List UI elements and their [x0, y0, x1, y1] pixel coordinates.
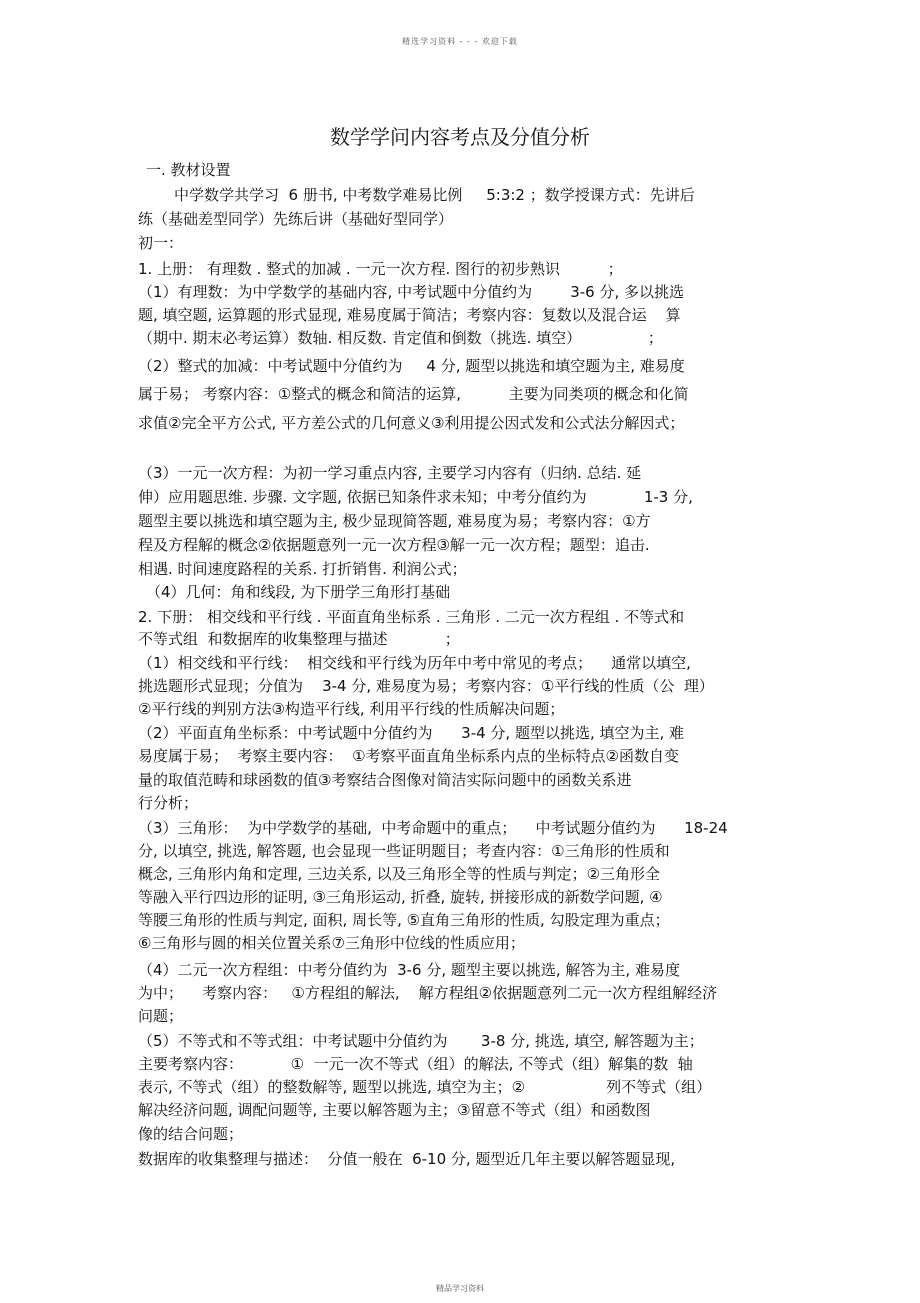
- text-line: 解决经济问题, 调配问题等, 主要以解答题为主；③留意不等式（组）和函数图: [138, 1101, 651, 1119]
- text-line: （期中. 期末必考运算）数轴. 相反数. 肯定值和倒数（挑选. 填空） ；: [138, 329, 663, 347]
- text-line: 量的取值范畴和球函数的值③考察结合图像对简洁实际问题中的函数关系进: [138, 771, 632, 789]
- text-line: 初一：: [138, 234, 184, 252]
- text-line: 中学数学共学习 6 册书, 中考数学难易比例 5:3:2 ；数学授课方式：先讲后: [174, 186, 695, 204]
- text-line: 行分析；: [138, 794, 199, 812]
- text-line: （3）一元一次方程：为初一学习重点内容, 主要学习内容有（归纳. 总结. 延: [138, 464, 642, 482]
- text-line: （1）有理数：为中学数学的基础内容, 中考试题中分值约为 3-6 分, 多以挑选: [138, 283, 685, 301]
- text-line: 题, 填空题, 运算题的形式显现, 难易度属于简洁；考察内容：复数以及混合运 算: [138, 306, 681, 324]
- text-line: 等腰三角形的性质与判定, 面积, 周长等, ⑤直角三角形的性质, 勾股定理为重点；: [138, 911, 670, 929]
- text-line: 题型主要以挑选和填空题为主, 极少显现简答题, 难易度为易；考察内容：①方: [138, 512, 651, 530]
- text-line: 相遇. 时间速度路程的关系. 打折销售. 利润公式；: [138, 560, 467, 578]
- text-line: ②平行线的判别方法③构造平行线, 利用平行线的性质解决问题；: [138, 700, 565, 718]
- text-line: 等融入平行四边形的证明, ③三角形运动, 折叠, 旋转, 拼接形成的新数学问题, ④: [138, 888, 663, 906]
- text-line: 1. 上册： 有理数 . 整式的加减 . 一元一次方程. 图行的初步熟识 ；: [138, 260, 623, 278]
- text-line: 2. 下册： 相交线和平行线 . 平面直角坐标系 . 三角形 . 二元一次方程组 . 不等式和: [138, 608, 685, 626]
- text-line: 问题；: [138, 1007, 184, 1025]
- text-line: （3）三角形： 为中学数学的基础, 中考命题中的重点； 中考试题分值约为 18-24: [138, 819, 728, 837]
- text-line: 练（基础差型同学）先练后讲（基础好型同学）: [138, 210, 454, 228]
- text-line: 概念, 三角形内角和定理, 三边关系, 以及三角形全等的性质与判定；②三角形全: [138, 865, 661, 883]
- text-line: 程及方程解的概念②依据题意列一元一次方程③解一元一次方程；题型：追击.: [138, 536, 650, 554]
- text-line: 数据库的收集整理与描述： 分值一般在 6-10 分, 题型近几年主要以解答题显现,: [138, 1150, 676, 1168]
- text-line: 伸）应用题思维. 步骤. 文字题, 依据已知条件求未知；中考分值约为 1-3 分,: [138, 488, 693, 506]
- text-line: 属于易； 考察内容：①整式的概念和简洁的运算, 主要为同类项的概念和化简: [138, 385, 689, 403]
- text-line: （2）整式的加减：中考试题中分值约为 4 分, 题型以挑选和填空题为主, 难易度: [138, 357, 685, 375]
- text-line: （4）几何：角和线段, 为下册学三角形打基础: [146, 583, 451, 601]
- text-line: （2）平面直角坐标系：中考试题中分值约为 3-4 分, 题型以挑选, 填空为主, 难: [138, 724, 685, 742]
- text-line: （1）相交线和平行线： 相交线和平行线为历年中考中常见的考点； 通常以填空,: [138, 654, 691, 672]
- text-line: 求值②完全平方公式, 平方差公式的几何意义③利用提公因式发和公式法分解因式；: [138, 414, 685, 432]
- text-line: 为中； 考察内容： ①方程组的解法, 解方程组②依据题意列二元一次方程组解经济: [138, 984, 718, 1002]
- text-line: 易度属于易； 考察主要内容： ①考察平面直角坐标系内点的坐标特点②函数自变: [138, 747, 679, 765]
- text-line: 一. 教材设置: [146, 161, 231, 179]
- text-line: 分, 以填空, 挑选, 解答题, 也会显现一些证明题目；考查内容：①三角形的性质和: [138, 842, 670, 860]
- text-line: 像的结合问题；: [138, 1125, 244, 1143]
- text-line: 挑选题形式显现；分值为 3-4 分, 难易度为易；考察内容：①平行线的性质（公 理）: [138, 677, 714, 695]
- page-title: 数学学问内容考点及分值分析: [330, 125, 590, 149]
- text-line: ⑥三角形与圆的相关位置关系⑦三角形中位线的性质应用；: [138, 934, 525, 952]
- text-line: （5）不等式和不等式组：中考试题中分值约为 3-8 分, 挑选, 填空, 解答题为主；: [138, 1032, 704, 1050]
- page-footer: 精品学习资料: [436, 1284, 484, 1293]
- text-line: 主要考察内容： ① 一元一次不等式（组）的解法, 不等式（组）解集的数 轴: [138, 1055, 693, 1073]
- text-line: 表示, 不等式（组）的整数解等, 题型以挑选, 填空为主；② 列不等式（组）: [138, 1078, 712, 1096]
- text-line: （4）二元一次方程组：中考分值约为 3-6 分, 题型主要以挑选, 解答为主, 难易度: [138, 961, 680, 979]
- page-header: 精选学习资料 - - - 欢迎下载: [402, 37, 518, 46]
- text-line: 不等式组 和数据库的收集整理与描述 ；: [138, 630, 460, 648]
